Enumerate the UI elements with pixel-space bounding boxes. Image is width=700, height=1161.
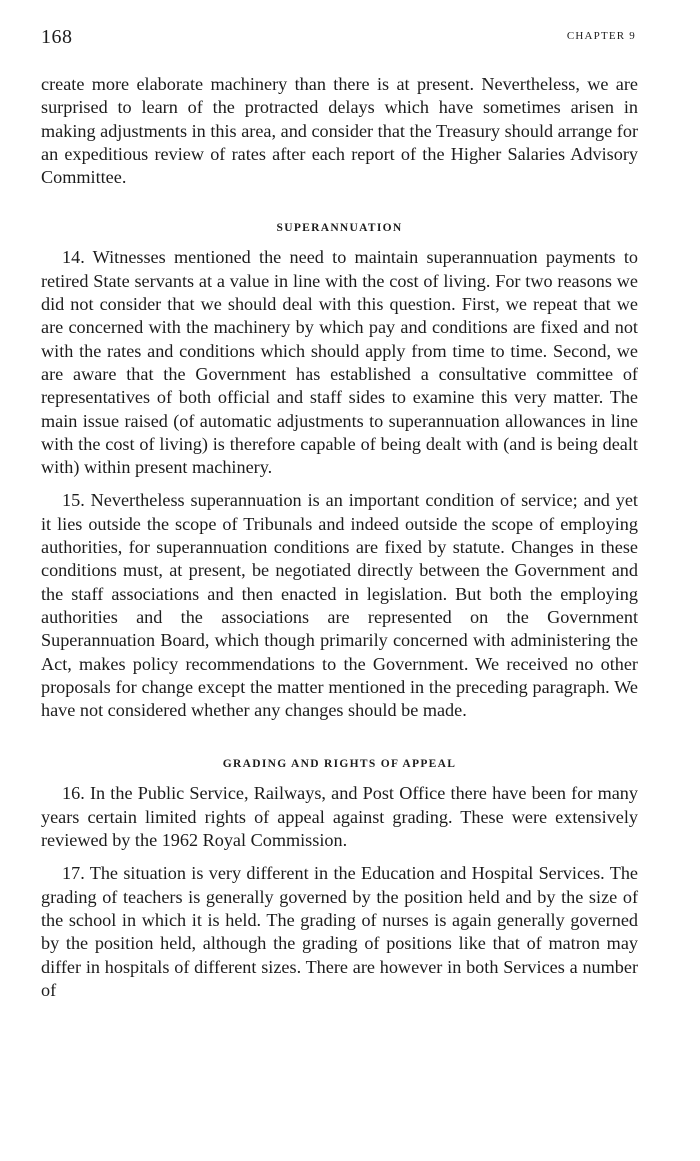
page-number: 168: [41, 26, 73, 48]
paragraph-16: 16. In the Public Service, Railways, and Post Office there have been for many years certain limited rights of appeal against grading. These were extensively reviewed by the 1962 Royal Commission.: [41, 783, 638, 851]
section-heading-superannuation: SUPERANNUATION: [276, 222, 403, 235]
paragraph-17: 17. The situation is very different in the Education and Hospital Services. The grading of teachers is generally governed by the position held and by the size of the school in which it is held. The grading of nurses is again generally governed by the position held, although the grading of positions like that of matron may differ in hospitals of different sizes. There are however in both Services a number of: [41, 863, 638, 1000]
section-heading-grading: GRADING AND RIGHTS OF APPEAL: [222, 758, 457, 771]
running-head: CHAPTER 9: [566, 30, 636, 42]
page-header: [41, 20, 638, 56]
document-page: [41, 20, 638, 1002]
paragraph-continuation: create more elaborate machinery than there is at present. Nevertheless, we are surprised to learn of the protracted delays which have sometimes arisen in making adjustments in this area, and consider that the Treasury should arrange for an expeditious review of rates after each report of the Higher Salaries Advisory Committee.: [41, 74, 638, 188]
paragraph-15: 15. Nevertheless superannuation is an important condition of service; and yet it lies outside the scope of Tribunals and indeed outside the scope of employing authorities, for superannuation conditions are fixed by statute. Changes in these conditions must, at present, be negotiated directly between the Government and the staff associations and then enacted in legislation. But both the employing authorities and the associations are represented on the Government Superannuation Board, which though primarily concerned with administering the Act, makes policy recommendations to the Government. We received no other proposals for change except the matter mentioned in the preceding paragraph. We have not considered whether any changes should be made.: [41, 490, 638, 721]
paragraph-14: 14. Witnesses mentioned the need to maintain superannuation payments to retired State servants at a value in line with the cost of living. For two reasons we did not consider that we should deal with this question. First, we repeat that we are concerned with the machinery by which pay and conditions are fixed and not with the rates and conditions which should apply from time to time. Second, we are aware that the Government has established a consultative committee of representatives of both official and staff sides to examine this very matter. The main issue raised (of automatic adjustments to superannuation allowances in line with the cost of living) is therefore capable of being dealt with (and is being dealt with) within present machinery.: [41, 247, 638, 478]
